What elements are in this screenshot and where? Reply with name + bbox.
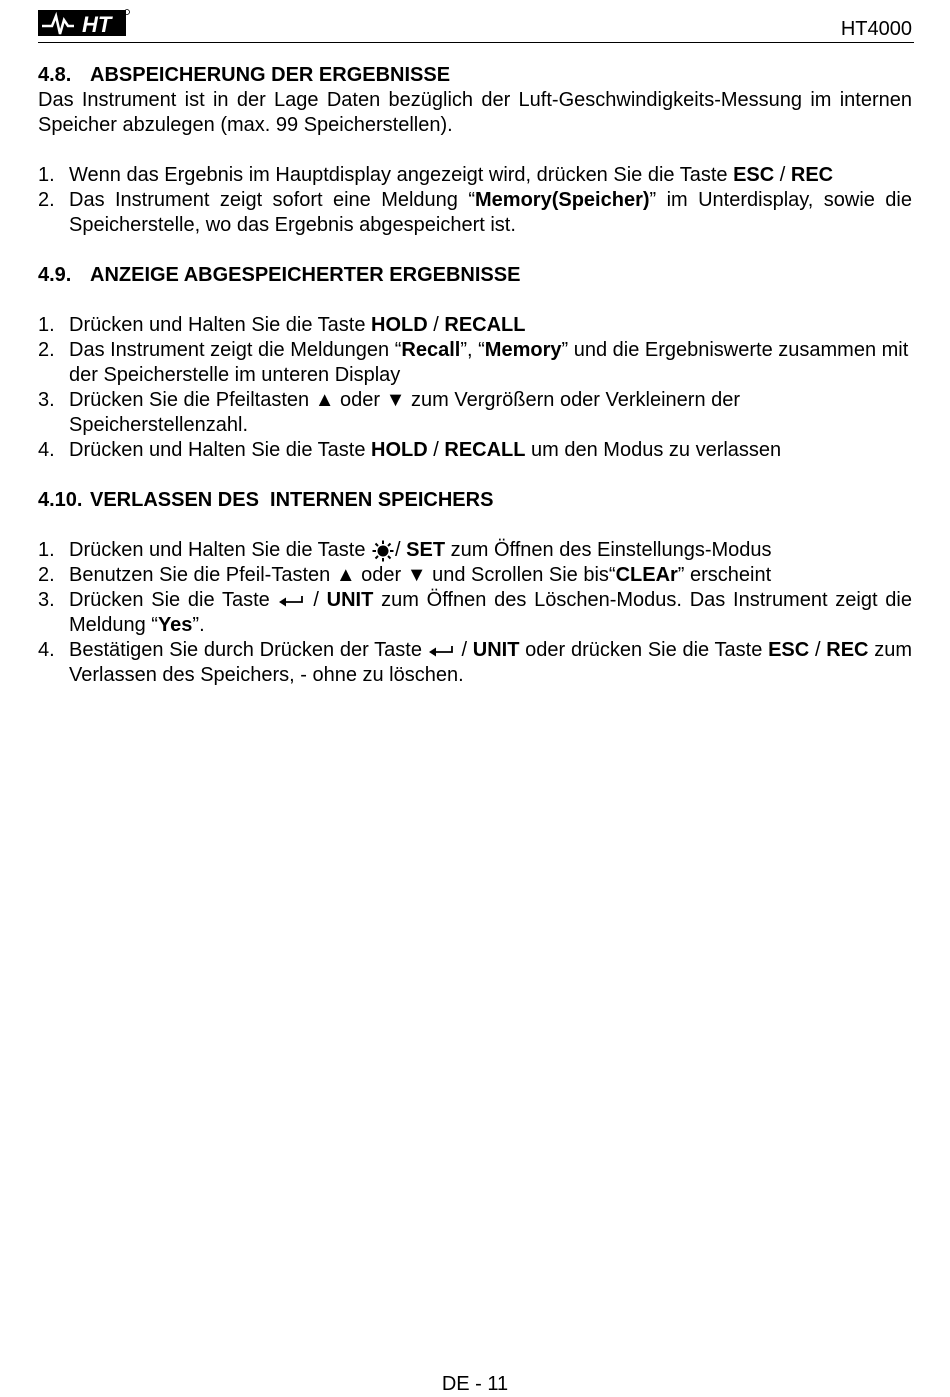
list-item: 2. Benutzen Sie die Pfeil-Tasten ▲ oder ▼ und Scrollen Sie bis“CLEAr” erscheint <box>38 564 772 586</box>
enter-arrow-icon <box>278 594 306 608</box>
document-id: HT4000 <box>840 18 912 40</box>
arrow-down-icon: ▼ <box>406 564 427 586</box>
page-content <box>38 63 912 688</box>
section-number: 4.10. <box>38 489 83 511</box>
section-title: ANZEIGE ABGESPEICHERTER ERGEBNISSE <box>90 264 521 286</box>
arrow-up-icon: ▲ <box>314 389 335 411</box>
section-title: VERLASSEN DES INTERNEN SPEICHERS <box>90 489 494 511</box>
list-item: 3. Drücken Sie die Taste / UNIT zum Öffnen des Löschen-Modus. Das Instrument zeigt die Meldung “Yes”. <box>38 589 912 636</box>
section-heading <box>38 263 912 288</box>
svg-text:HT: HT <box>82 12 112 37</box>
section-4-9 <box>38 263 912 463</box>
list-item: 2. Das Instrument zeigt die Meldungen “Recall”, “Memory” und die Ergebniswerte zusammen mit der Speicherstelle im unteren Display <box>38 339 909 386</box>
steps-list <box>38 313 912 463</box>
list-item: 4. Bestätigen Sie durch Drücken der Taste / UNIT oder drücken Sie die Taste ESC / REC zum Verlassen des Speichers, - ohne zu löschen. <box>38 639 913 686</box>
section-4-10 <box>38 488 912 688</box>
list-item: 1. Drücken und Halten Sie die Taste HOLD / RECALL <box>38 314 526 336</box>
page-number: DE - 11 <box>441 1373 509 1395</box>
backlight-icon <box>371 540 395 562</box>
ht-logo-icon <box>38 8 130 38</box>
list-item: 1. Drücken und Halten Sie die Taste / SET zum Öffnen des Einstellungs-Modus <box>38 539 772 561</box>
list-item: 1. Wenn das Ergebnis im Hauptdisplay angezeigt wird, drücken Sie die Taste ESC / REC <box>38 164 834 186</box>
enter-arrow-icon <box>428 644 456 658</box>
page-header <box>38 4 914 43</box>
section-title: ABSPEICHERUNG DER ERGEBNISSE <box>90 64 451 86</box>
steps-list <box>38 163 912 238</box>
arrow-down-icon: ▼ <box>385 389 406 411</box>
list-item: 4. Drücken und Halten Sie die Taste HOLD / RECALL um den Modus zu verlassen <box>38 439 782 461</box>
list-item: 3. Drücken Sie die Pfeiltasten ▲ oder ▼ zum Vergrößern oder Verkleinern der Speicherstellenzahl. <box>38 389 741 436</box>
section-number: 4.9. <box>38 264 72 286</box>
section-heading <box>38 63 912 88</box>
list-item: 2. Das Instrument zeigt sofort eine Meldung “Memory(Speicher)” im Unterdisplay, sowie die Speicherstelle, wo das Ergebnis abgespeichert ist. <box>38 189 912 236</box>
section-number: 4.8. <box>38 64 72 86</box>
section-heading <box>38 488 912 513</box>
section-intro: Das Instrument ist in der Lage Daten bezüglich der Luft-Geschwindigkeits-Messung im internen Speicher abzulegen (max. 99 Speicherstellen). <box>38 89 912 136</box>
steps-list <box>38 538 912 688</box>
section-4-8 <box>38 63 912 238</box>
arrow-up-icon: ▲ <box>335 564 356 586</box>
